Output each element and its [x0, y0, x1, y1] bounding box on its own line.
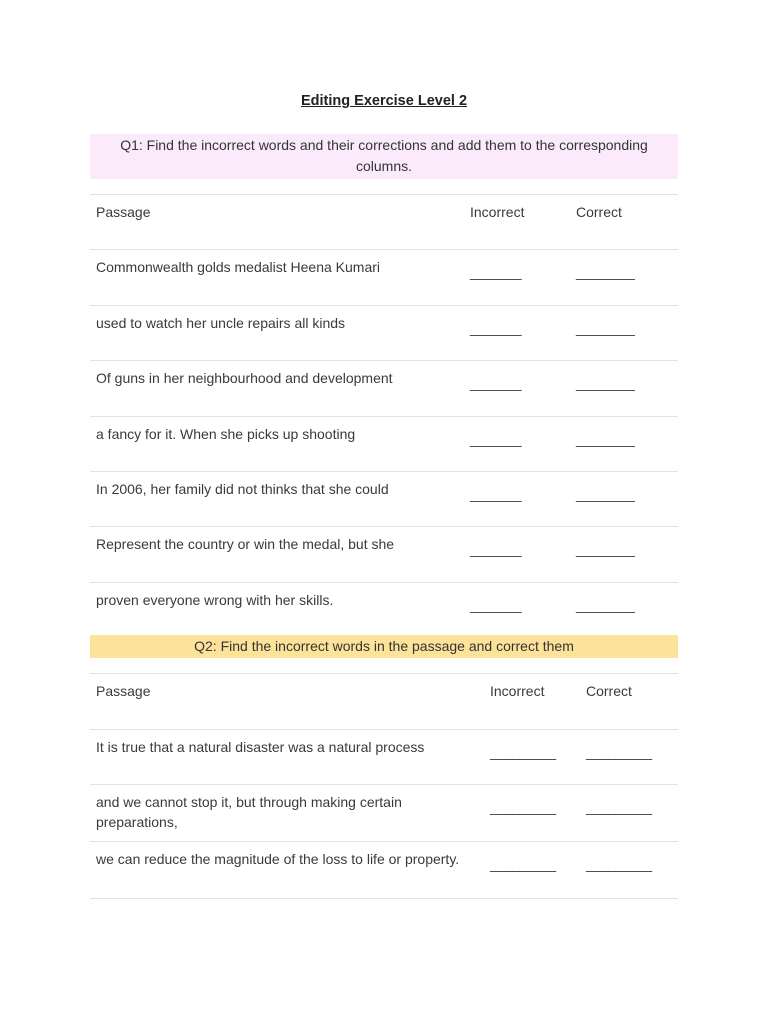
q2-header-correct: Correct [580, 674, 678, 730]
passage-cell: used to watch her uncle repairs all kinds [90, 305, 464, 360]
q1-header-passage: Passage [90, 195, 464, 250]
incorrect-blank[interactable]: _______ [464, 471, 570, 526]
passage-cell: and we cannot stop it, but through making certain preparations, [90, 785, 484, 842]
incorrect-blank[interactable]: _________ [484, 729, 580, 785]
correct-blank[interactable]: ________ [570, 305, 678, 360]
correct-blank[interactable]: _________ [580, 729, 678, 785]
q2-header-row [90, 674, 678, 730]
q1-table [90, 194, 678, 638]
q2-header-incorrect: Incorrect [484, 674, 580, 730]
table-row [90, 729, 678, 785]
table-row [90, 471, 678, 526]
table-row [90, 527, 678, 582]
passage-cell: It is true that a natural disaster was a natural process [90, 729, 484, 785]
incorrect-blank[interactable]: _______ [464, 305, 570, 360]
q2-instruction: Q2: Find the incorrect words in the passage and correct them [90, 635, 678, 658]
correct-blank[interactable]: ________ [570, 471, 678, 526]
correct-blank[interactable]: ________ [570, 250, 678, 305]
correct-blank[interactable]: _________ [580, 842, 678, 899]
incorrect-blank[interactable]: _______ [464, 416, 570, 471]
passage-cell: we can reduce the magnitude of the loss to life or property. [90, 842, 484, 899]
table-row [90, 416, 678, 471]
incorrect-blank[interactable]: _________ [484, 785, 580, 842]
table-row [90, 842, 678, 899]
q1-instruction: Q1: Find the incorrect words and their corrections and add them to the corresponding columns. [90, 134, 678, 179]
table-row [90, 582, 678, 637]
passage-cell: In 2006, her family did not thinks that she could [90, 471, 464, 526]
q1-header-correct: Correct [570, 195, 678, 250]
incorrect-blank[interactable]: _________ [484, 842, 580, 899]
incorrect-blank[interactable]: _______ [464, 527, 570, 582]
correct-blank[interactable]: ________ [570, 361, 678, 416]
passage-cell: Represent the country or win the medal, but she [90, 527, 464, 582]
correct-blank[interactable]: ________ [570, 416, 678, 471]
passage-cell: a fancy for it. When she picks up shooting [90, 416, 464, 471]
table-row [90, 250, 678, 305]
table-row [90, 305, 678, 360]
correct-blank[interactable]: _________ [580, 785, 678, 842]
correct-blank[interactable]: ________ [570, 582, 678, 637]
q1-header-row [90, 195, 678, 250]
incorrect-blank[interactable]: _______ [464, 250, 570, 305]
q2-table [90, 673, 678, 899]
passage-cell: Of guns in her neighbourhood and development [90, 361, 464, 416]
incorrect-blank[interactable]: _______ [464, 582, 570, 637]
q2-header-passage: Passage [90, 674, 484, 730]
table-row [90, 785, 678, 842]
correct-blank[interactable]: ________ [570, 527, 678, 582]
incorrect-blank[interactable]: _______ [464, 361, 570, 416]
table-row [90, 361, 678, 416]
passage-cell: proven everyone wrong with her skills. [90, 582, 464, 637]
q1-header-incorrect: Incorrect [464, 195, 570, 250]
passage-cell: Commonwealth golds medalist Heena Kumari [90, 250, 464, 305]
page-title: Editing Exercise Level 2 [300, 93, 468, 109]
